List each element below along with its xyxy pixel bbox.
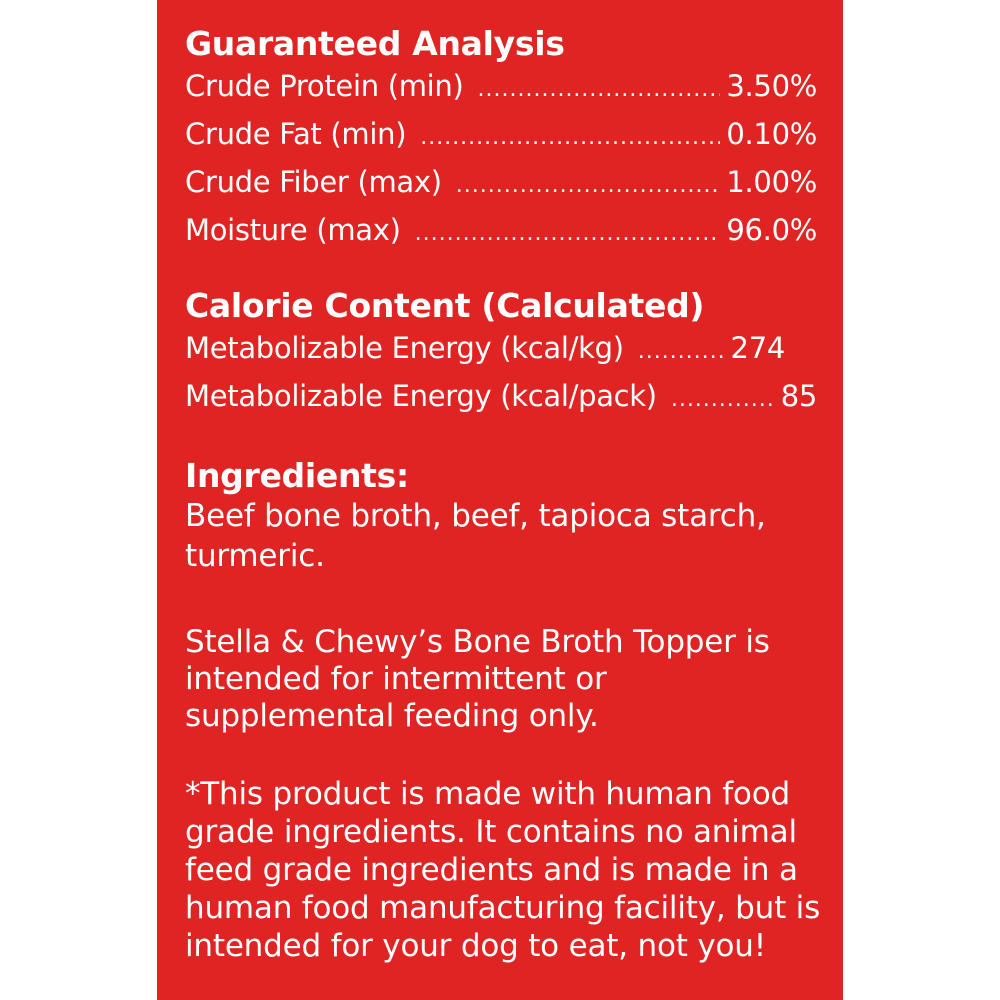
calorie-label: Metabolizable Energy (kcal/kg) <box>185 331 624 365</box>
analysis-row-crude-fiber <box>185 160 817 208</box>
dot-leader <box>420 116 720 160</box>
label-content <box>185 24 821 965</box>
dot-leader <box>671 378 775 422</box>
analysis-row-crude-protein <box>185 64 817 112</box>
ingredients-heading: Ingredients: <box>185 456 409 495</box>
guaranteed-analysis-heading: Guaranteed Analysis <box>185 24 565 63</box>
calorie-value: 85 <box>780 379 817 413</box>
label-panel <box>157 0 843 1000</box>
human-grade-disclaimer: *This product is made with human food grade ingredients. It contains no animal feed grade ingredients and is made in a human food manufacturing facility, but is intended for your dog to eat, not you! <box>185 776 821 964</box>
analysis-value: 96.0% <box>726 213 817 247</box>
calorie-content-heading: Calorie Content (Calculated) <box>185 286 705 325</box>
intended-use-statement: Stella & Chewy’s Bone Broth Topper is intended for intermittent or supplemental feeding only. <box>185 624 770 734</box>
calorie-row-kcal-pack <box>185 374 817 422</box>
calorie-row-kcal-kg <box>185 326 785 374</box>
dot-leader <box>638 330 725 374</box>
dot-leader <box>478 68 721 112</box>
dot-leader <box>456 164 721 208</box>
analysis-label: Crude Protein (min) <box>185 69 464 103</box>
analysis-value: 1.00% <box>726 165 817 199</box>
guaranteed-analysis-table <box>185 64 817 256</box>
calorie-value: 274 <box>730 331 785 365</box>
calorie-content-table <box>185 326 817 422</box>
analysis-value: 0.10% <box>726 117 817 151</box>
analysis-label: Moisture (max) <box>185 213 401 247</box>
analysis-row-moisture <box>185 208 817 256</box>
analysis-row-crude-fat <box>185 112 817 160</box>
analysis-label: Crude Fiber (max) <box>185 165 442 199</box>
dot-leader <box>415 212 721 256</box>
ingredients-text: Beef bone broth, beef, tapioca starch, turmeric. <box>185 498 766 574</box>
analysis-label: Crude Fat (min) <box>185 117 407 151</box>
analysis-value: 3.50% <box>726 69 817 103</box>
calorie-label: Metabolizable Energy (kcal/pack) <box>185 379 657 413</box>
